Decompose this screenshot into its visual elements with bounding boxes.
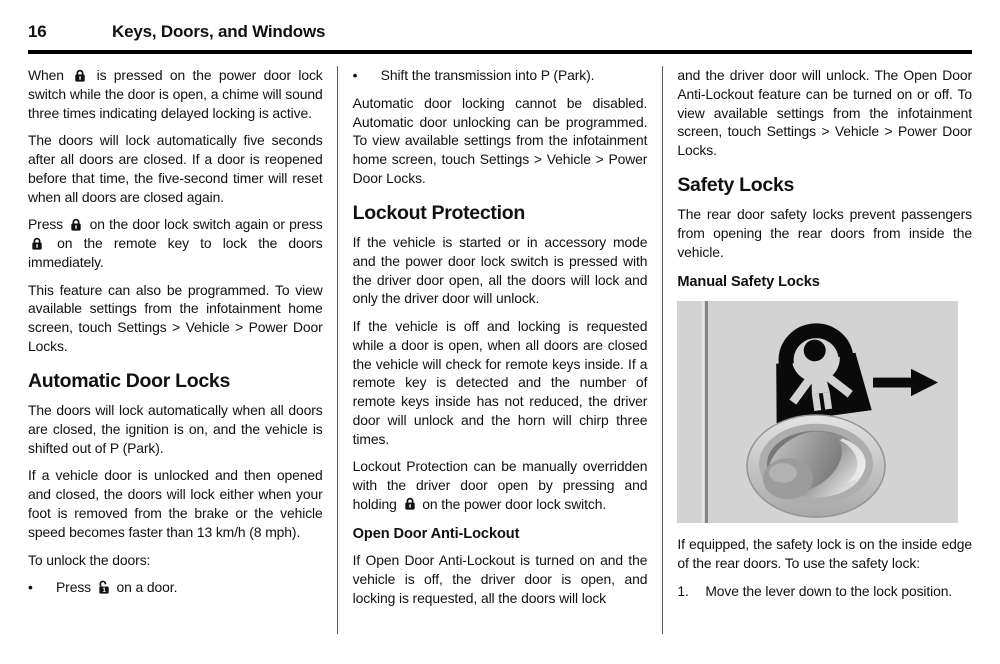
column-1 (28, 66, 323, 634)
lock-icon (72, 68, 88, 83)
paragraph: The doors will lock automatically when all doors are closed, the ignition is on, and the vehicle is shifted out of P (Park). (28, 402, 323, 456)
paragraph-text: Lockout Protection can be manually overridden with the driver door open by pressing and holding (352, 458, 648, 512)
three-column-layout (28, 66, 972, 634)
page-header (28, 22, 972, 42)
safety-lock-lever (747, 415, 885, 517)
bullet-text: Shift the transmission into P (Park). (380, 67, 595, 83)
svg-text:1: 1 (102, 586, 106, 594)
section-heading-lockout-protection: Lockout Protection (352, 201, 525, 224)
paragraph-text: is pressed on the power door lock switch while the door is open, a chime will sound three times indicating delayed locking is active. (28, 67, 323, 121)
paragraph: The doors will lock automatically five seconds after all doors are closed. If a door is reopened before that time, the five-second timer will reset when all doors are closed again. (28, 132, 323, 205)
paragraph: and the driver door will unlock. The Open Door Anti-Lockout feature can be turned on or off. To view available settings from the infotainment screen, touch Settings > Vehicle > Power Door Locks. (677, 67, 972, 159)
paragraph: If a vehicle door is unlocked and then opened and closed, the doors will lock either when your foot is removed from the brake or the vehicle speed becomes faster than 13 km/h (8 mph). (28, 467, 323, 540)
paragraph: If the vehicle is off and locking is requested while a door is open, when all doors are closed the vehicle will check for remote keys inside. If a remote key is detected and the number of remote keys inside has not reduced, the driver door will unlock and the horn will chirp three times. (352, 318, 648, 447)
safety-lock-figure-image (677, 301, 958, 523)
paragraph: The rear door safety locks prevent passengers from opening the rear doors from inside the vehicle. (677, 206, 972, 260)
paragraph (353, 457, 648, 513)
bullet-text (56, 578, 323, 597)
paragraph-text: on the door lock switch again or press (85, 216, 323, 233)
chapter-title: Keys, Doors, and Windows (112, 22, 326, 41)
paragraph: If Open Door Anti-Lockout is turned on and the vehicle is off, the driver door is open, and locking is requested, all the doors will lock (352, 552, 648, 606)
paragraph-text: on a door. (112, 579, 178, 596)
paragraph-text: Press (28, 216, 68, 233)
lock-icon (68, 217, 84, 232)
paragraph: If equipped, the safety lock is on the inside edge of the rear doors. To use the safety lock: (677, 536, 972, 571)
column-3 (677, 66, 972, 634)
paragraph: If the vehicle is started or in accessory mode and the power door lock switch is pressed with the driver door open, all the doors will lock and only the driver door will unlock. (352, 234, 648, 307)
lock-icon (29, 236, 45, 251)
paragraph (28, 66, 323, 122)
section-heading-automatic-door-locks: Automatic Door Locks (28, 369, 231, 392)
numbered-item (677, 582, 972, 601)
bullet-marker: • (28, 579, 33, 596)
list-number: 1. (677, 582, 689, 599)
paragraph: To unlock the doors: (28, 551, 151, 568)
paragraph-text: on the power door lock switch. (418, 495, 607, 512)
section-heading-safety-locks: Safety Locks (677, 173, 795, 196)
lock-icon (402, 496, 418, 511)
bullet-item (28, 578, 323, 597)
paragraph: Automatic door locking cannot be disabled. Automatic door unlocking can be programmed. To view available settings from the infotainment home screen, touch Settings > Vehicle > Power Door Locks. (352, 94, 648, 186)
paragraph: This feature can also be programmed. To view available settings from the infotainment home screen, touch Settings > Vehicle > Power Door Locks. (28, 281, 323, 354)
subheading-manual-safety-locks: Manual Safety Locks (677, 273, 820, 290)
door-edge-seam (705, 301, 708, 523)
subheading-open-door-anti-lockout: Open Door Anti-Lockout (352, 525, 520, 542)
header-rule (28, 50, 972, 54)
paragraph-text: on the remote key to lock the doors immediately. (28, 235, 323, 270)
manual-safety-lock-figure (677, 301, 972, 523)
column-2 (353, 66, 648, 634)
paragraph-text: When (28, 67, 72, 83)
column-divider (337, 66, 339, 634)
numbered-item-text: Move the lever down to the lock position. (705, 582, 953, 599)
paragraph-text: Press (56, 579, 95, 596)
column-divider (662, 66, 664, 634)
paragraph (28, 215, 323, 271)
bullet-marker: • (352, 67, 358, 83)
page-number: 16 (28, 22, 47, 41)
unlock-icon (96, 580, 112, 595)
bullet-item (353, 66, 648, 85)
